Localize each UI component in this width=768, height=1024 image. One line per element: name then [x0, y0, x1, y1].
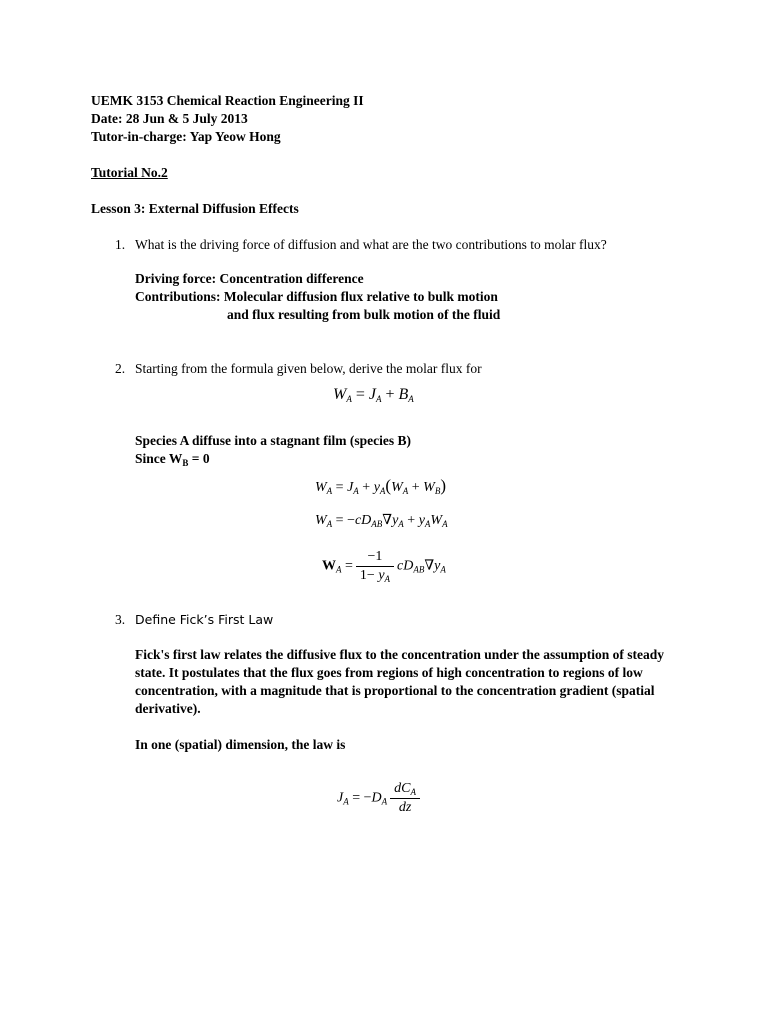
course-title: UEMK 3153 Chemical Reaction Engineering II: [91, 93, 364, 108]
q3-number: 3.: [115, 612, 126, 627]
q1-number: 1.: [115, 237, 126, 252]
equation-molar-flux-general: $W_A = J_A + B_A$: [333, 386, 414, 404]
lesson-title: Lesson 3: External Diffusion Effects: [91, 201, 299, 216]
q1-answer-line1: Driving force: Concentration difference: [135, 271, 364, 286]
q1-question: What is the driving force of diffusion and what are the two contributions to molar flux?: [135, 237, 607, 252]
date-line: Date: 28 Jun & 5 July 2013: [91, 111, 248, 126]
equation-fick-substitution: $W_A = -cD_{AB}\nabla y_A + y_AW_A$: [315, 513, 448, 529]
equation-ficks-first-law: $J_A = -D_A$ $\frac{dC_A}{dz}$: [337, 780, 423, 817]
equation-stagnant-film-result: $W_A$ = $\frac{-1}{1- y_A}$ $cD_{AB}\nabla y_A$: [322, 549, 446, 584]
q1-answer-line2: Contributions: Molecular diffusion flux relative to bulk motion: [135, 289, 498, 304]
tutor-line: Tutor-in-charge: Yap Yeow Hong: [91, 129, 281, 144]
q2-question: Starting from the formula given below, derive the molar flux for: [135, 361, 482, 376]
q3-question: Define Fick’s First Law: [135, 612, 274, 627]
q2-answer-line2: Since $W_B = 0$: [135, 451, 210, 468]
q1-answer-line3: and flux resulting from bulk motion of the fluid: [227, 307, 501, 322]
q3-answer-paragraph: Fick's first law relates the diffusive flux to the concentration under the assumption of steady state. It postulates that the flux goes from regions of high concentration to regions of low concentration, with a magnitude that is proportional to the concentration gradient (spatial derivative).: [135, 647, 664, 716]
equation-flux-expansion: $W_A = J_A + y_A(W_A + W_B)$: [315, 476, 447, 496]
q3-answer-line2: In one (spatial) dimension, the law is: [135, 737, 346, 752]
q2-number: 2.: [115, 361, 126, 376]
q2-answer-line1: Species A diffuse into a stagnant film (species B): [135, 433, 412, 448]
tutorial-title: Tutorial No.2: [91, 165, 168, 180]
